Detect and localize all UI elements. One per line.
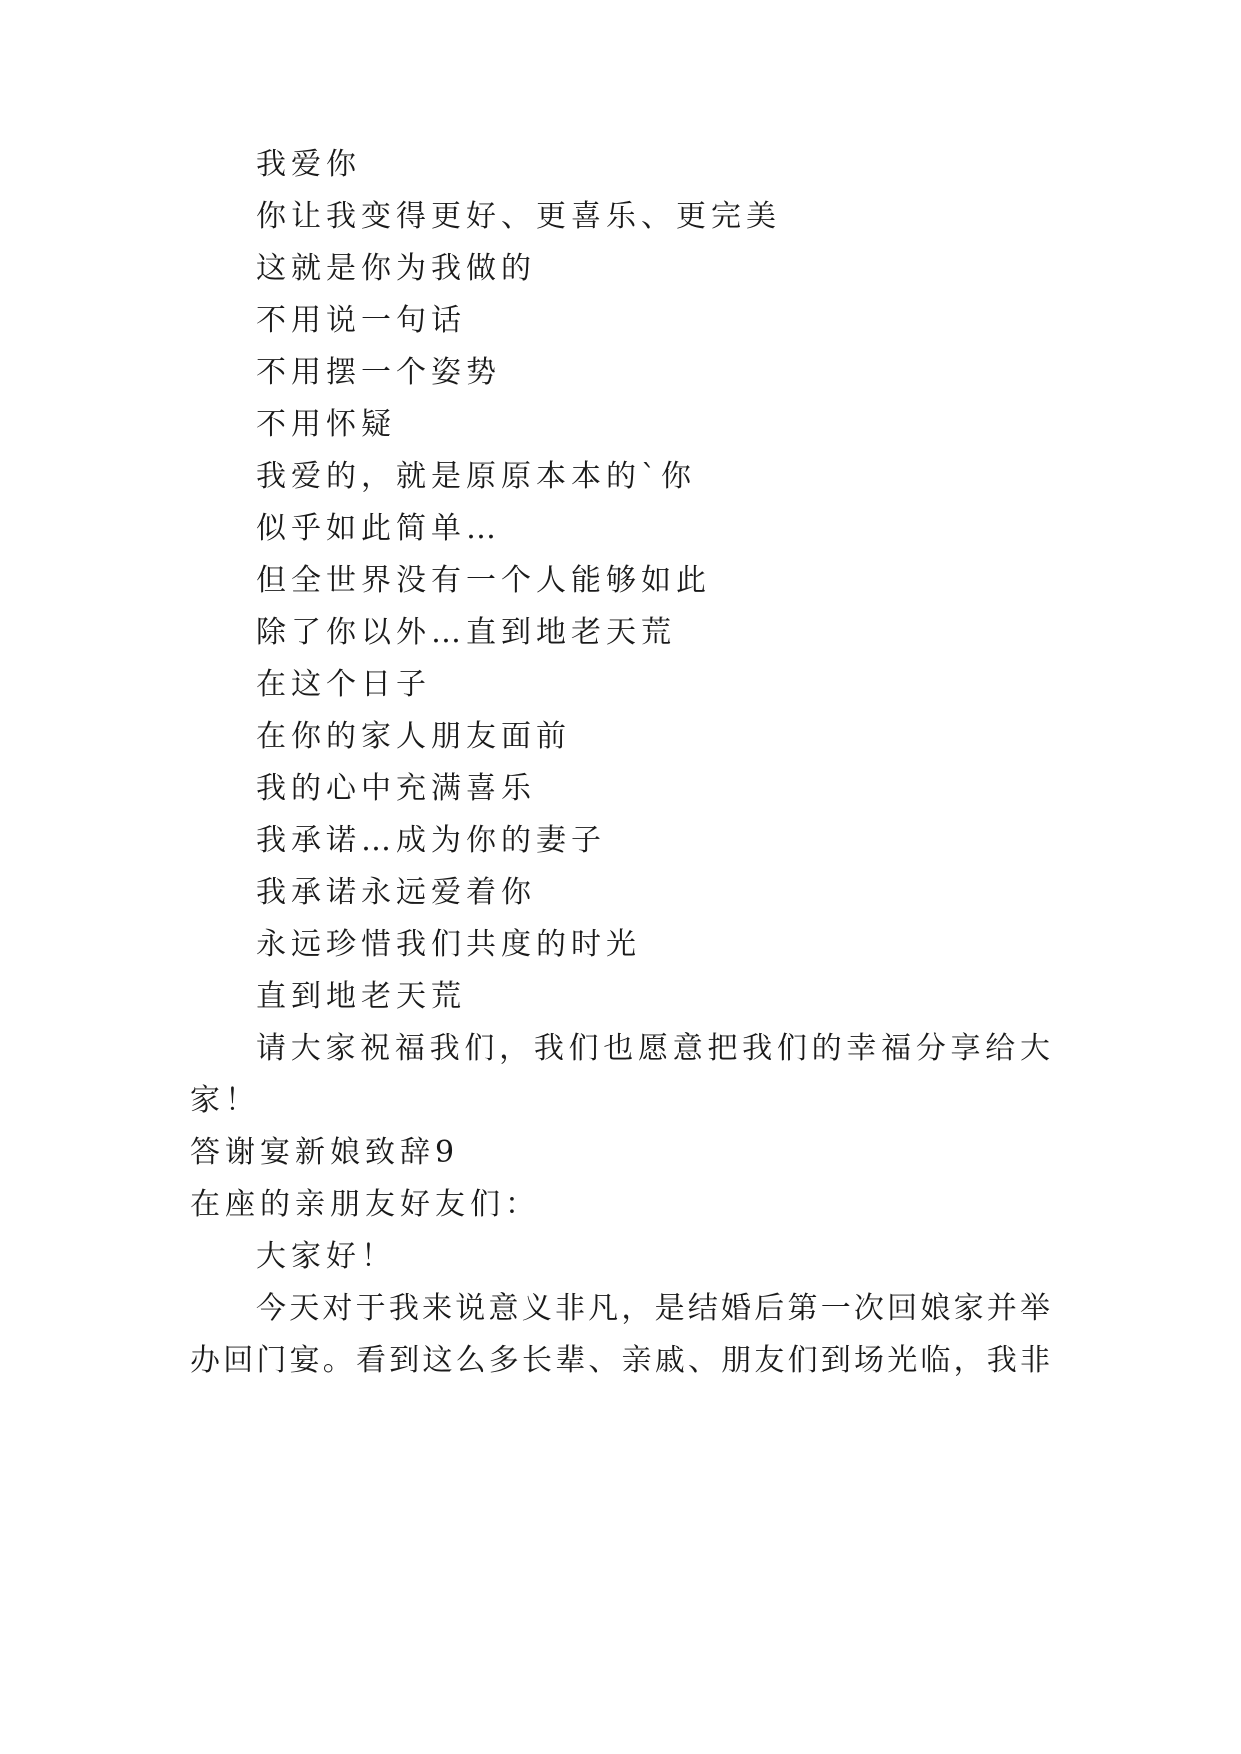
salutation: 在座的亲朋友好友们： [190, 1187, 540, 1222]
closing-paragraph-line: 家！ [190, 1083, 260, 1118]
poem-line: 我爱你 [256, 147, 361, 182]
poem-line: 不用摆一个姿势 [256, 355, 501, 390]
poem-line: 不用说一句话 [256, 303, 466, 338]
poem-line: 不用怀疑 [256, 407, 396, 442]
closing-paragraph-line: 请大家祝福我们，我们也愿意把我们的幸福分享给大 [256, 1031, 1050, 1066]
poem-line: 我承诺…成为你的妻子 [256, 823, 606, 858]
poem-line: 似乎如此简单… [256, 511, 501, 546]
poem-line: 除了你以外…直到地老天荒 [256, 615, 676, 650]
section-title: 答谢宴新娘致辞9 [190, 1135, 460, 1170]
poem-line: 在你的家人朋友面前 [256, 719, 571, 754]
poem-line: 我承诺永远爱着你 [256, 875, 536, 910]
paragraph-line: 今天对于我来说意义非凡，是结婚后第一次回娘家并举 [256, 1291, 1050, 1326]
paragraph-line: 办回门宴。看到这么多长辈、亲戚、朋友们到场光临，我非 [190, 1343, 1050, 1378]
greeting: 大家好！ [256, 1239, 396, 1274]
poem-line: 直到地老天荒 [256, 979, 466, 1014]
poem-line: 这就是你为我做的 [256, 251, 536, 286]
poem-line: 我爱的，就是原原本本的`你 [256, 459, 696, 494]
poem-line: 我的心中充满喜乐 [256, 771, 536, 806]
poem-line: 永远珍惜我们共度的时光 [256, 927, 641, 962]
poem-line: 但全世界没有一个人能够如此 [256, 563, 711, 598]
poem-line: 你让我变得更好、更喜乐、更完美 [256, 199, 781, 234]
poem-line: 在这个日子 [256, 667, 431, 702]
